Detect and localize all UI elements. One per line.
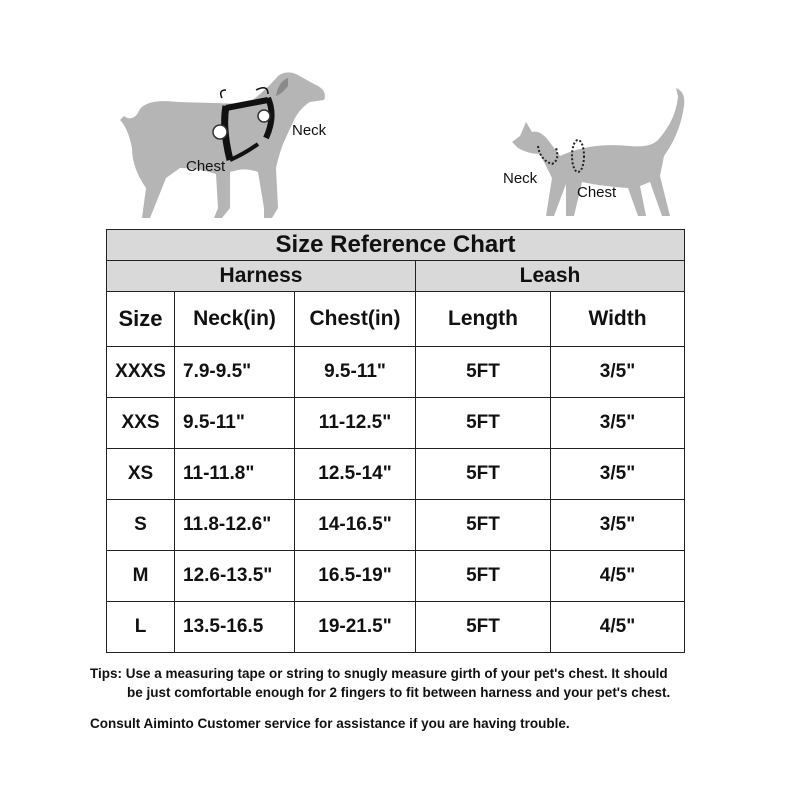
table-row (107, 551, 685, 602)
length-column-header: Length (416, 292, 551, 347)
dog-neck-label: Neck (292, 122, 327, 139)
length-cell: 5FT (416, 449, 551, 500)
tips-line-1: Tips: Use a measuring tape or string to snugly measure girth of your pet's chest. It should (90, 666, 668, 681)
length-cell: 5FT (416, 398, 551, 449)
neck-cell: 9.5-11" (175, 398, 295, 449)
chest-cell: 9.5-11" (295, 347, 416, 398)
size-cell: XS (107, 449, 175, 500)
width-cell: 3/5" (551, 347, 685, 398)
dog-chest-label: Chest (186, 158, 226, 175)
width-cell: 3/5" (551, 449, 685, 500)
chart-title: Size Reference Chart (107, 230, 685, 261)
size-column-header: Size (107, 292, 175, 347)
chest-cell: 14-16.5" (295, 500, 416, 551)
neck-cell: 11-11.8" (175, 449, 295, 500)
chest-cell: 11-12.5" (295, 398, 416, 449)
length-cell: 5FT (416, 500, 551, 551)
size-cell: XXXS (107, 347, 175, 398)
table-row (107, 347, 685, 398)
size-cell: M (107, 551, 175, 602)
length-cell: 5FT (416, 602, 551, 653)
consult-text: Consult Aiminto Customer service for assistance if you are having trouble. (90, 716, 570, 731)
cat-neck-label: Neck (503, 170, 538, 187)
tips-text (90, 664, 730, 702)
neck-cell: 7.9-9.5" (175, 347, 295, 398)
length-cell: 5FT (416, 551, 551, 602)
table-row (107, 602, 685, 653)
tips-line-2: be just comfortable enough for 2 fingers to fit between harness and your pet's chest. (127, 685, 671, 700)
size-reference-table (106, 229, 685, 653)
size-cell: L (107, 602, 175, 653)
chest-cell: 16.5-19" (295, 551, 416, 602)
width-column-header: Width (551, 292, 685, 347)
dog-silhouette-icon (118, 68, 333, 223)
width-cell: 4/5" (551, 551, 685, 602)
width-cell: 3/5" (551, 398, 685, 449)
table-row (107, 398, 685, 449)
width-cell: 4/5" (551, 602, 685, 653)
chest-column-header: Chest(in) (295, 292, 416, 347)
neck-cell: 11.8-12.6" (175, 500, 295, 551)
dog-illustration (118, 68, 333, 223)
length-cell: 5FT (416, 347, 551, 398)
chest-cell: 12.5-14" (295, 449, 416, 500)
neck-column-header: Neck(in) (175, 292, 295, 347)
chest-cell: 19-21.5" (295, 602, 416, 653)
neck-cell: 13.5-16.5 (175, 602, 295, 653)
width-cell: 3/5" (551, 500, 685, 551)
harness-group-header: Harness (107, 261, 416, 292)
size-cell: S (107, 500, 175, 551)
table-row (107, 500, 685, 551)
cat-chest-label: Chest (577, 184, 617, 201)
table-row (107, 449, 685, 500)
leash-group-header: Leash (416, 261, 685, 292)
neck-cell: 12.6-13.5" (175, 551, 295, 602)
size-cell: XXS (107, 398, 175, 449)
